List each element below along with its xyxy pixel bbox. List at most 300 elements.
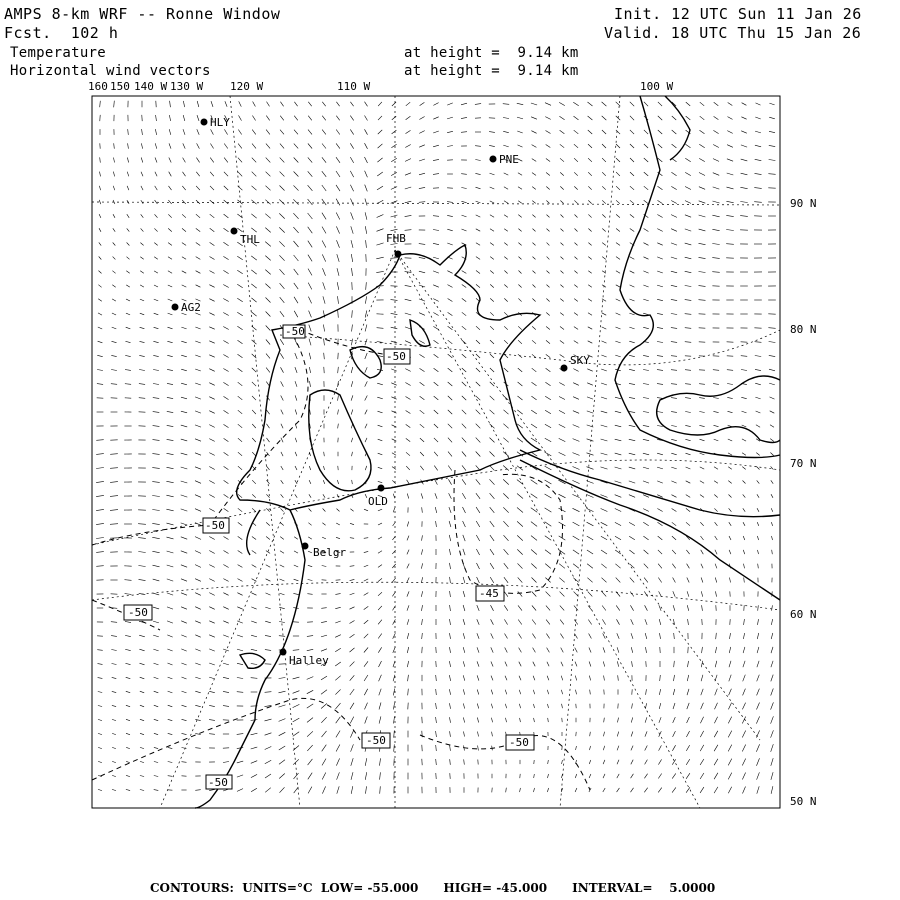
wind-vector: [771, 758, 773, 766]
wind-vector: [575, 243, 578, 246]
wind-vector: [322, 157, 326, 162]
wind-vector: [433, 299, 438, 302]
wind-vector: [713, 384, 719, 385]
wind-vector: [407, 661, 408, 667]
wind-vector: [237, 256, 242, 260]
wind-vector: [308, 565, 312, 566]
wind-vector: [224, 494, 229, 497]
wind-vector: [139, 579, 146, 580]
wind-vector: [463, 675, 465, 680]
station-markers: [172, 119, 568, 656]
wind-vector: [251, 284, 256, 288]
wind-vector: [309, 509, 312, 512]
wind-vector: [406, 438, 410, 441]
wind-vector: [700, 481, 704, 483]
wind-vector: [545, 494, 552, 498]
wind-vector: [378, 481, 382, 482]
wind-vector: [504, 577, 508, 583]
wind-vector: [603, 661, 604, 666]
wind-vector: [490, 312, 494, 315]
wind-vector: [294, 537, 298, 540]
wind-vector: [727, 370, 733, 371]
wind-vector: [265, 719, 272, 721]
wind-vector: [167, 439, 174, 440]
wind-vector: [336, 130, 340, 135]
wind-vector: [167, 621, 173, 623]
wind-vector: [769, 103, 774, 105]
wind-vector: [195, 425, 201, 427]
wind-vector: [280, 102, 283, 107]
wind-vector: [505, 690, 507, 695]
map-title: AMPS 8-km WRF -- Ronne Window: [4, 5, 281, 23]
wind-vector: [659, 731, 662, 736]
wind-vector: [195, 537, 201, 540]
wind-vector: [169, 172, 172, 177]
wind-vector: [154, 327, 159, 328]
wind-vector: [742, 745, 745, 752]
wind-vector: [476, 229, 480, 231]
wind-vector: [167, 383, 173, 384]
wind-vector: [490, 479, 495, 484]
wind-vector: [518, 382, 523, 386]
wind-vector: [547, 215, 550, 218]
wind-vector: [169, 186, 172, 190]
wind-vector: [337, 480, 338, 484]
station-dot-fhb: [395, 251, 402, 258]
wind-vector: [294, 297, 298, 303]
wind-vector: [365, 758, 367, 766]
wind-vector: [715, 578, 716, 583]
wind-vector: [435, 507, 436, 513]
wind-vector: [113, 228, 115, 231]
wind-vector: [223, 270, 228, 273]
wind-vector: [490, 284, 494, 287]
wind-vector: [561, 690, 562, 694]
wind-vector: [280, 186, 285, 191]
wind-vector: [645, 746, 648, 751]
wind-vector: [168, 243, 172, 246]
wind-vector: [629, 522, 635, 525]
wind-vector: [210, 172, 214, 176]
wind-vector: [322, 759, 326, 766]
wind-vector: [155, 172, 157, 177]
wind-vector: [393, 689, 394, 696]
wind-vector: [98, 299, 102, 301]
wind-vector: [503, 145, 508, 147]
wind-vector: [335, 607, 340, 608]
wind-vector: [126, 299, 130, 301]
wind-vector: [96, 468, 104, 469]
wind-vector: [114, 158, 115, 163]
wind-vector: [280, 172, 285, 177]
wind-vector: [406, 424, 411, 427]
wind-vector: [266, 298, 271, 303]
wind-vector: [181, 467, 188, 469]
wind-vector: [686, 102, 690, 106]
wind-vector: [658, 536, 663, 540]
wind-vector: [251, 256, 257, 260]
wind-vector: [658, 759, 661, 764]
wind-vector: [685, 342, 691, 343]
wind-vector: [671, 285, 677, 286]
wind-vector: [182, 186, 185, 190]
wind-vector: [517, 480, 523, 485]
wind-vector: [699, 215, 706, 217]
wind-vector: [114, 143, 115, 148]
wind-vector: [726, 244, 734, 245]
wind-vector: [755, 131, 761, 133]
wind-vector: [195, 748, 200, 749]
wind-vector: [476, 271, 480, 274]
wind-vector: [546, 634, 549, 639]
wind-vector: [196, 228, 200, 231]
wind-vector: [365, 171, 368, 177]
wind-vector: [616, 186, 620, 190]
wind-vector: [338, 296, 339, 304]
wind-vector: [408, 675, 409, 681]
wind-vector: [601, 369, 607, 371]
wind-vector: [643, 536, 648, 540]
wind-vector: [141, 186, 143, 190]
wind-vector: [630, 116, 634, 120]
wind-vector: [518, 215, 521, 218]
wind-vector: [252, 438, 256, 442]
wind-vector: [405, 173, 411, 175]
wind-vector: [531, 424, 537, 428]
wind-vector: [531, 550, 537, 555]
wind-vector: [113, 243, 116, 246]
wind-vector: [547, 788, 548, 792]
wind-vector: [449, 661, 450, 667]
wind-vector: [181, 481, 188, 483]
wind-vector: [672, 509, 677, 512]
wind-vector: [293, 213, 298, 219]
wind-vector: [436, 521, 437, 527]
wind-vector: [223, 635, 229, 637]
wind-vector: [728, 481, 731, 484]
wind-vector: [336, 102, 339, 106]
wind-vector: [238, 396, 243, 400]
wind-vector: [140, 733, 144, 734]
wind-vector: [252, 565, 257, 568]
wind-vector: [518, 201, 522, 204]
wind-vector: [365, 212, 367, 219]
wind-vector: [209, 607, 214, 610]
wind-vector: [532, 634, 535, 639]
wind-vector: [323, 325, 324, 332]
wind-vector: [561, 774, 562, 778]
wind-vector: [504, 368, 508, 372]
wind-vector: [238, 424, 242, 428]
wind-vector: [251, 720, 258, 721]
wind-vector: [251, 298, 256, 302]
wind-vector: [559, 116, 564, 119]
wind-vector: [322, 523, 325, 525]
wind-vector: [308, 199, 313, 205]
wind-vector: [477, 718, 478, 723]
wind-vector: [281, 494, 284, 497]
wind-vector: [167, 341, 172, 342]
wind-vector: [658, 774, 661, 779]
wind-vector: [448, 479, 451, 484]
wind-vector: [128, 129, 129, 135]
wind-vector: [545, 103, 551, 106]
wind-vector: [238, 508, 242, 511]
wind-vector: [128, 143, 129, 148]
wind-vector: [588, 327, 592, 329]
wind-vector: [238, 158, 242, 163]
wind-vector: [587, 495, 594, 498]
wind-vector: [405, 285, 412, 286]
wind-vector: [686, 759, 690, 765]
wind-vector: [99, 242, 101, 245]
wind-vector: [209, 509, 214, 512]
wind-vector: [196, 243, 200, 246]
wind-vector: [378, 439, 383, 441]
wind-vector: [154, 285, 158, 287]
wind-vector: [338, 367, 339, 373]
wind-vector: [364, 593, 369, 596]
station-label-fhb: FHB: [386, 232, 406, 245]
wind-vector: [740, 216, 748, 217]
wind-vector: [181, 565, 187, 567]
wind-vector: [447, 103, 453, 105]
wind-vector: [434, 382, 439, 386]
wind-vector: [687, 675, 688, 681]
wind-vector: [517, 494, 523, 499]
wind-vector: [615, 439, 622, 441]
wind-vector: [450, 577, 451, 583]
wind-vector: [280, 339, 284, 345]
wind-vector: [336, 171, 340, 177]
wind-vector: [251, 747, 258, 749]
wind-vector: [643, 481, 649, 483]
wind-vector: [603, 788, 605, 792]
wind-vector: [308, 759, 313, 765]
wind-vector: [237, 734, 244, 735]
wind-vector: [462, 285, 466, 288]
wind-vector: [559, 410, 565, 413]
wind-vector: [265, 228, 270, 233]
wind-vector: [309, 480, 311, 484]
wind-vector: [629, 536, 635, 540]
wind-vector: [518, 634, 521, 639]
wind-vector: [503, 424, 508, 429]
wind-vector: [617, 732, 618, 737]
wind-vector: [195, 649, 200, 651]
wind-vector: [266, 354, 270, 359]
wind-vector: [365, 772, 366, 780]
wind-vector: [630, 144, 634, 148]
wind-vector: [153, 593, 159, 595]
wind-vector: [195, 453, 201, 455]
wind-vector: [126, 327, 131, 329]
wind-vector: [559, 438, 566, 441]
wind-vector: [685, 187, 691, 190]
wind-vector: [153, 565, 160, 567]
wind-vector: [210, 214, 215, 218]
wind-vector: [688, 619, 689, 625]
wind-vector: [629, 495, 635, 498]
wind-vector: [433, 271, 439, 273]
wind-vector: [351, 744, 354, 751]
wind-vector: [533, 271, 536, 274]
wind-vector: [587, 550, 593, 554]
wind-vector: [448, 312, 453, 315]
wind-vector: [238, 144, 242, 149]
wind-vector: [686, 481, 691, 483]
wind-vector: [701, 550, 704, 554]
wind-vector: [768, 174, 775, 175]
wind-vector: [152, 551, 159, 552]
wind-vector: [294, 185, 299, 190]
wind-vector: [335, 635, 341, 638]
wind-vector: [713, 187, 720, 189]
wind-vector: [323, 480, 325, 484]
wind-vector: [224, 438, 229, 441]
wind-vector: [531, 564, 536, 569]
wind-vector: [490, 549, 494, 555]
wind-vector: [700, 453, 705, 455]
wind-vector: [658, 186, 663, 189]
wind-vector: [433, 230, 439, 231]
wind-vector: [126, 663, 131, 664]
wind-vector: [182, 214, 186, 217]
wind-vector: [394, 717, 395, 724]
wind-vector: [307, 677, 314, 680]
wind-vector: [223, 382, 228, 385]
wind-vector: [279, 622, 285, 623]
wind-vector: [167, 537, 174, 539]
wind-vector: [279, 719, 286, 722]
station-dot-hly: [201, 119, 208, 126]
wind-vector: [588, 243, 591, 246]
wind-vector: [420, 466, 423, 470]
wind-vector: [238, 438, 242, 442]
wind-vector: [170, 101, 171, 107]
wind-vector: [757, 786, 759, 793]
wind-vector: [587, 439, 594, 441]
wind-vector: [601, 550, 607, 554]
wind-vector: [407, 605, 409, 610]
wind-vector: [757, 772, 760, 779]
wind-vector: [531, 410, 537, 414]
wind-vector: [195, 509, 201, 512]
wind-vector: [617, 746, 619, 751]
wind-vector: [167, 579, 173, 581]
wind-vector: [167, 649, 172, 651]
wind-vector: [616, 172, 620, 176]
wind-vector: [422, 633, 423, 639]
wind-vector: [506, 718, 507, 722]
wind-vector: [98, 692, 102, 693]
wind-vector: [252, 551, 256, 554]
wind-vector: [419, 354, 424, 357]
wind-vector: [324, 466, 325, 470]
wind-vector: [671, 439, 677, 440]
wind-vector: [771, 522, 772, 526]
wind-vector: [224, 480, 229, 483]
wind-vector: [615, 453, 622, 455]
wind-vector: [631, 647, 632, 653]
wind-vector: [294, 172, 299, 177]
wind-vector: [475, 160, 480, 161]
wind-vector: [209, 285, 214, 288]
wind-vector: [237, 298, 242, 302]
wind-vector: [685, 314, 692, 315]
wind-vector: [729, 508, 732, 511]
wind-vector: [98, 341, 103, 343]
wind-vector: [559, 383, 564, 386]
wind-vector: [365, 466, 366, 470]
wind-vector: [532, 592, 537, 597]
wind-vector: [545, 438, 551, 442]
wind-vector: [615, 536, 621, 540]
wind-vector: [699, 201, 706, 203]
wind-vector: [237, 270, 242, 274]
wind-vector: [743, 508, 745, 511]
wind-vector: [686, 453, 691, 455]
wind-vector: [98, 719, 102, 720]
valid-time: Valid. 18 UTC Thu 15 Jan 26: [604, 24, 862, 42]
wind-vector: [490, 201, 494, 203]
wind-vector: [433, 103, 438, 106]
wind-vector: [574, 186, 577, 189]
wind-vector: [685, 271, 692, 272]
wind-vector: [771, 661, 773, 667]
wind-vector: [281, 438, 283, 442]
wind-vector: [280, 144, 284, 149]
wind-vector: [588, 158, 592, 162]
wind-vector: [391, 187, 397, 190]
wind-vector: [112, 747, 116, 748]
wind-vector: [405, 327, 411, 329]
wind-vector: [657, 271, 663, 273]
wind-vector: [601, 411, 607, 413]
wind-vector: [573, 578, 578, 583]
wind-vector: [391, 300, 398, 301]
wind-vector: [687, 564, 690, 569]
wind-vector: [237, 635, 243, 637]
wind-vector: [265, 760, 271, 764]
wind-vector: [686, 773, 690, 779]
wind-vector: [701, 689, 703, 695]
wind-vector: [657, 229, 662, 232]
wind-vector: [183, 129, 185, 135]
wind-vector: [561, 229, 564, 232]
wind-vector: [350, 662, 355, 667]
wind-vector: [419, 341, 424, 344]
wind-vector: [336, 731, 340, 738]
wind-vector: [406, 466, 410, 470]
wind-vector: [364, 648, 368, 653]
wind-vector: [561, 243, 564, 246]
wind-vector: [685, 370, 691, 371]
wind-vector: [476, 549, 479, 555]
wind-vector: [265, 733, 272, 735]
wind-vector: [450, 703, 451, 709]
wind-vector: [744, 619, 745, 625]
wind-vector: [365, 296, 366, 303]
wind-vector: [223, 649, 229, 651]
wind-vector: [476, 424, 481, 429]
wind-vector: [350, 566, 355, 567]
wind-vector: [742, 731, 745, 738]
wind-vector: [154, 228, 157, 231]
wind-vector: [322, 199, 326, 205]
wind-vector: [617, 774, 619, 778]
wind-vector: [433, 174, 439, 175]
